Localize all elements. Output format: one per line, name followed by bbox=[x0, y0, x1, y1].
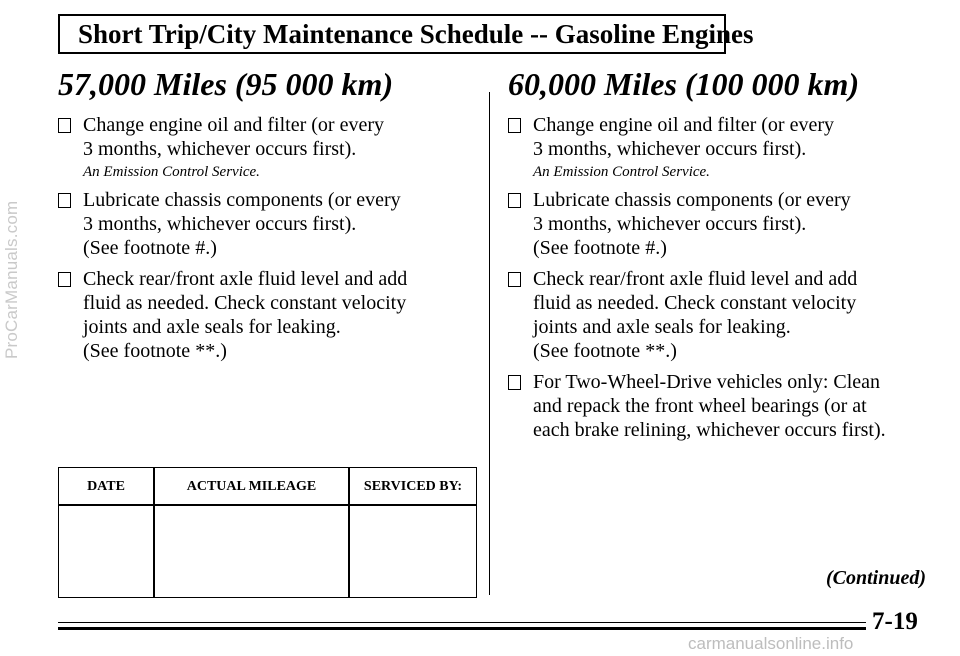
table-header-serviced-by: SERVICED BY: bbox=[363, 479, 463, 494]
item-line: 3 months, whichever occurs first). bbox=[533, 213, 807, 235]
item-line: Change engine oil and filter (or every bbox=[533, 114, 834, 136]
checklist-item bbox=[58, 113, 478, 161]
item-line: joints and axle seals for leaking. bbox=[83, 316, 341, 338]
item-line: 3 months, whichever occurs first). bbox=[83, 213, 357, 235]
item-line: (See footnote #.) bbox=[533, 237, 667, 259]
right-column bbox=[508, 66, 938, 442]
item-line: For Two-Wheel-Drive vehicles only: Clean bbox=[533, 371, 881, 393]
footer-rule bbox=[58, 622, 866, 623]
item-line: 3 months, whichever occurs first). bbox=[533, 138, 807, 160]
item-line: joints and axle seals for leaking. bbox=[533, 316, 791, 338]
checkbox-icon bbox=[508, 272, 521, 287]
right-heading: 60,000 Miles (100 000 km) bbox=[508, 66, 860, 102]
emission-note: An Emission Control Service. bbox=[83, 164, 260, 180]
left-column bbox=[58, 66, 478, 363]
item-line: Change engine oil and filter (or every bbox=[83, 114, 384, 136]
watermark-text: ProCarManuals.com bbox=[2, 200, 21, 360]
checklist-item bbox=[58, 188, 478, 260]
footer-site-text: carmanualsonline.info bbox=[688, 634, 854, 653]
checklist-item bbox=[508, 267, 938, 363]
checklist-item bbox=[508, 370, 938, 442]
checkbox-icon bbox=[58, 118, 71, 133]
checklist-item bbox=[508, 113, 938, 161]
item-line: Check rear/front axle fluid level and add bbox=[83, 268, 408, 290]
checklist-item bbox=[58, 267, 478, 363]
item-line: (See footnote #.) bbox=[83, 237, 217, 259]
page-number: 7-19 bbox=[872, 608, 918, 635]
item-line: (See footnote **.) bbox=[83, 340, 227, 362]
section-header bbox=[58, 14, 754, 54]
emission-note: An Emission Control Service. bbox=[533, 164, 710, 180]
table-header-mileage: ACTUAL MILEAGE bbox=[186, 479, 317, 494]
footer-rule bbox=[58, 627, 866, 630]
table-header-date: DATE bbox=[87, 479, 125, 494]
item-line: Check rear/front axle fluid level and add bbox=[533, 268, 858, 290]
item-line: fluid as needed. Check constant velocity bbox=[83, 292, 407, 314]
item-line: each brake relining, whichever occurs first). bbox=[533, 419, 886, 441]
checkbox-icon bbox=[58, 272, 71, 287]
checkbox-icon bbox=[508, 193, 521, 208]
checkbox-icon bbox=[58, 193, 71, 208]
left-heading: 57,000 Miles (95 000 km) bbox=[58, 66, 394, 102]
table-header-rule bbox=[59, 504, 476, 506]
checklist-item bbox=[508, 188, 938, 260]
checkbox-icon bbox=[508, 118, 521, 133]
section-title: Short Trip/City Maintenance Schedule -- Gasoline Engines bbox=[78, 19, 754, 49]
column-divider bbox=[489, 92, 490, 595]
service-record-table bbox=[58, 467, 477, 598]
item-line: (See footnote **.) bbox=[533, 340, 677, 362]
item-line: Lubricate chassis components (or every bbox=[533, 189, 851, 211]
item-line: fluid as needed. Check constant velocity bbox=[533, 292, 857, 314]
item-line: Lubricate chassis components (or every bbox=[83, 189, 401, 211]
checkbox-icon bbox=[508, 375, 521, 390]
item-line: and repack the front wheel bearings (or at bbox=[533, 395, 867, 417]
item-line: 3 months, whichever occurs first). bbox=[83, 138, 357, 160]
continued-label: (Continued) bbox=[825, 567, 926, 589]
